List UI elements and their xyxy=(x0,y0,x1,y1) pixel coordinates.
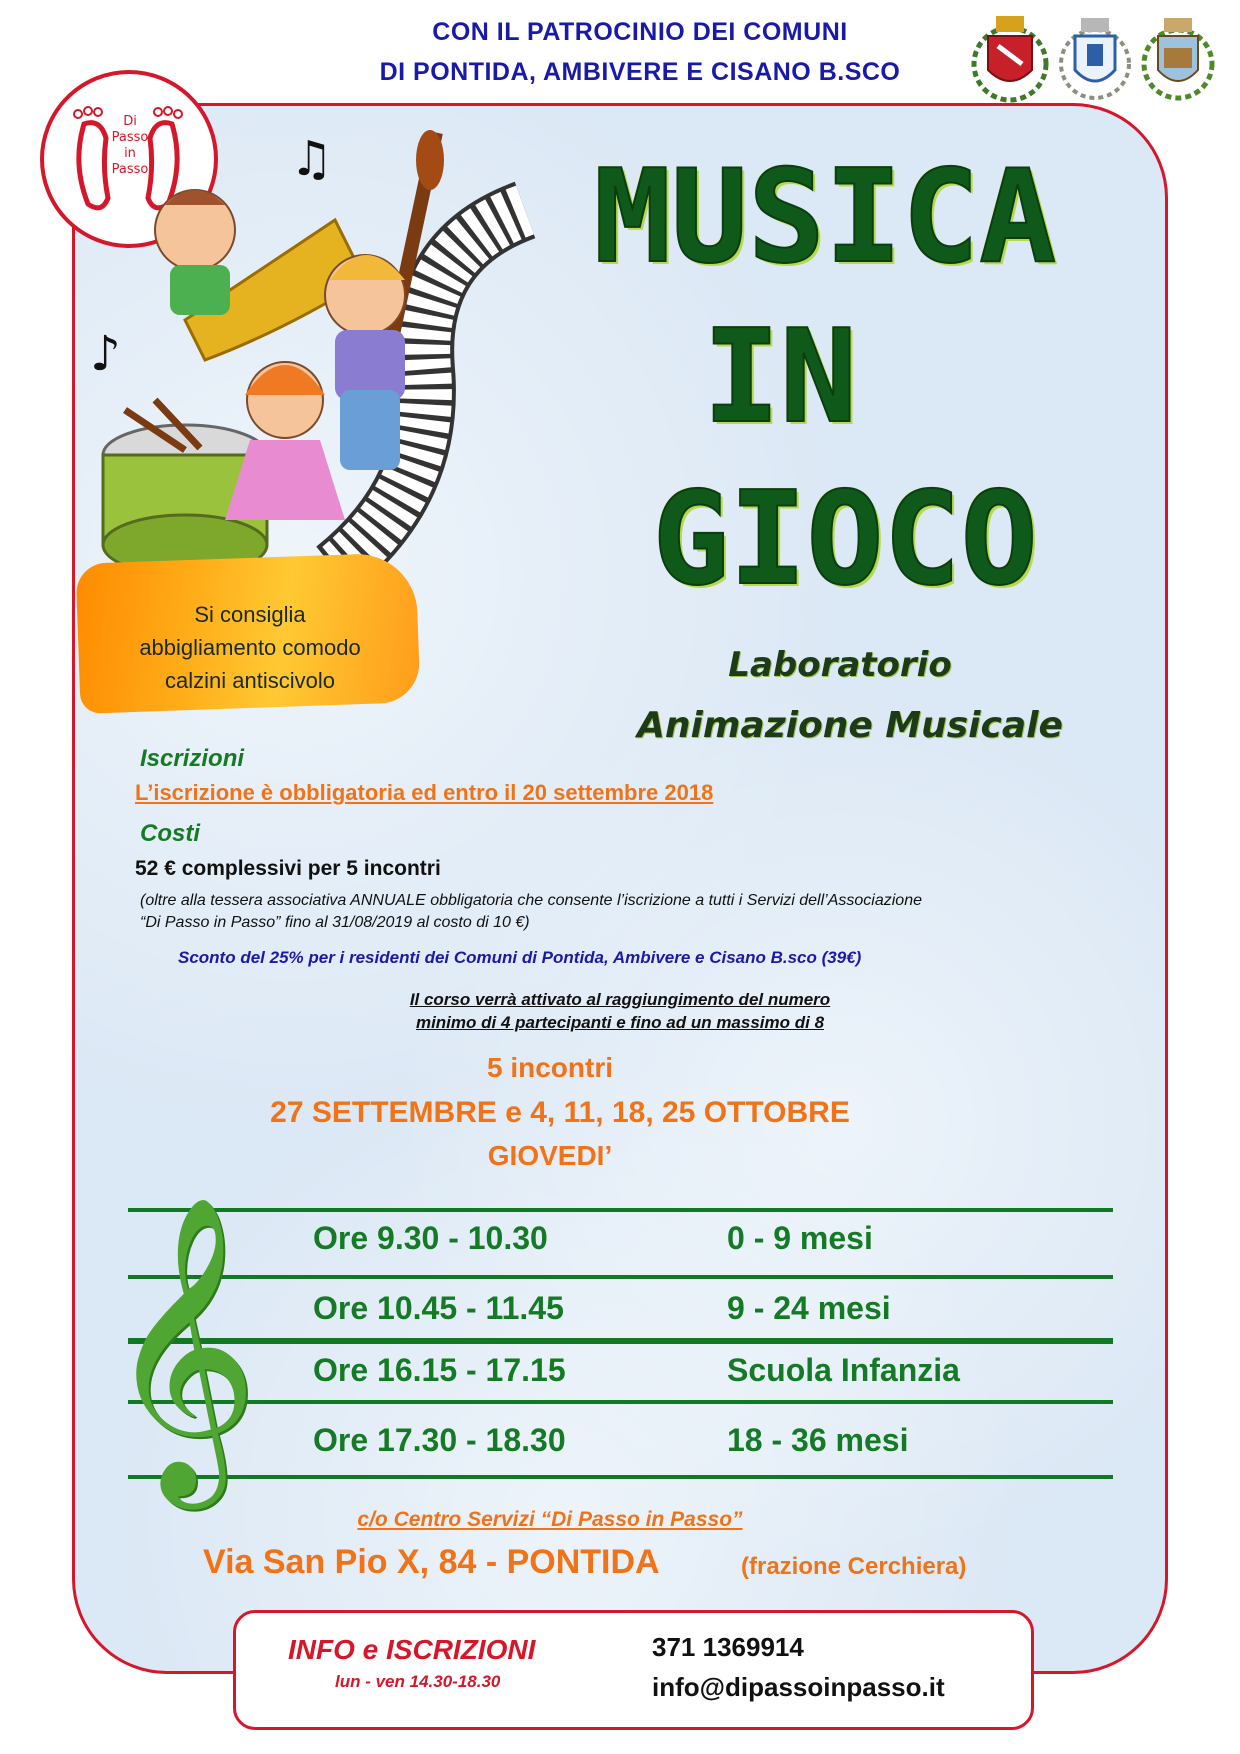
svg-text:♪: ♪ xyxy=(90,326,121,382)
schedule-time-2: Ore 10.45 - 11.45 xyxy=(313,1290,564,1326)
staff-line-1 xyxy=(128,1208,1113,1212)
staff-line-4 xyxy=(128,1400,1113,1404)
info-heading: INFO e ISCRIZIONI xyxy=(288,1634,536,1665)
schedule-time-1: Ore 9.30 - 10.30 xyxy=(313,1220,548,1256)
schedule-age-4: 18 - 36 mesi xyxy=(727,1422,909,1458)
costi-note-line-2: “Di Passo in Passo” fino al 31/08/2019 al costo di 10 €) xyxy=(140,914,530,931)
crest-pontida-icon xyxy=(974,16,1046,100)
title-musica: MUSICA xyxy=(593,143,1057,292)
schedule-time-4: Ore 17.30 - 18.30 xyxy=(313,1422,566,1458)
logo-text-1: Di xyxy=(123,114,137,129)
staff-line-3 xyxy=(128,1338,1113,1344)
iscrizioni-heading: Iscrizioni xyxy=(140,745,245,772)
info-hours: lun - ven 14.30-18.30 xyxy=(335,1672,501,1691)
patronage-line-2: DI PONTIDA, AMBIVERE E CISANO B.SCO xyxy=(379,58,901,86)
advice-text xyxy=(80,598,420,697)
crest-ambivere-icon xyxy=(1061,18,1129,98)
dates-weekday: GIOVEDI’ xyxy=(487,1140,613,1171)
staff-line-2 xyxy=(128,1275,1113,1279)
iscrizioni-text: L’iscrizione è obbligatoria ed entro il 20 settembre 2018 xyxy=(135,780,714,805)
dates-count: 5 incontri xyxy=(486,1052,613,1083)
info-phone[interactable]: 371 1369914 xyxy=(652,1632,804,1662)
logo-text-2: Passo xyxy=(111,130,149,145)
costi-price: 52 € complessivi per 5 incontri xyxy=(135,857,441,880)
advice-line-2: abbigliamento comodo xyxy=(139,635,361,660)
title-in: IN xyxy=(702,303,858,452)
costi-heading: Costi xyxy=(140,820,200,847)
crest-cisano-icon xyxy=(1144,18,1212,98)
costi-note-line-1: (oltre alla tessera associativa ANNUALE obbligatoria che consente l’iscrizione a tutti i Servizi dell’Associazione xyxy=(140,892,922,909)
advice-line-3: calzini antiscivolo xyxy=(165,668,335,693)
logo-text-4: Passo xyxy=(111,162,149,177)
schedule-age-1: 0 - 9 mesi xyxy=(727,1220,873,1256)
activation-line-2: minimo di 4 partecipanti e fino ad un massimo di 8 xyxy=(415,1013,825,1032)
svg-text:♫: ♫ xyxy=(290,131,334,187)
info-box xyxy=(233,1610,1034,1730)
info-email[interactable]: info@dipassoinpasso.it xyxy=(652,1672,945,1702)
logo-text-3: in xyxy=(124,146,136,161)
treble-clef-icon: 𝄞 xyxy=(105,1194,259,1496)
location-district: (frazione Cerchiera) xyxy=(741,1553,967,1580)
schedule-age-3: Scuola Infanzia xyxy=(727,1352,960,1388)
subtitle-animazione: Animazione Musicale xyxy=(637,705,1063,746)
location-center: c/o Centro Servizi “Di Passo in Passo” xyxy=(357,1508,743,1531)
municipal-crests xyxy=(970,6,1220,106)
title-gioco: GIOCO xyxy=(652,465,1038,614)
dates-days: 27 SETTEMBRE e 4, 11, 18, 25 OTTOBRE xyxy=(270,1096,850,1129)
discount-text: Sconto del 25% per i residenti dei Comuni di Pontida, Ambivere e Cisano B.sco (39€) xyxy=(178,948,862,967)
activation-line-1: Il corso verrà attivato al raggiungimento del numero xyxy=(409,990,831,1009)
activation-note xyxy=(200,988,1040,1034)
schedule-time-3: Ore 16.15 - 17.15 xyxy=(313,1352,566,1388)
costi-note xyxy=(140,890,1090,934)
staff-line-5 xyxy=(128,1475,1113,1479)
schedule-age-2: 9 - 24 mesi xyxy=(727,1290,891,1326)
subtitle-laboratorio: Laboratorio xyxy=(728,645,952,685)
patronage-line-1: CON IL PATROCINIO DEI COMUNI xyxy=(432,18,848,46)
children-music-illustration xyxy=(85,110,555,580)
advice-line-1: Si consiglia xyxy=(194,602,306,627)
location-address: Via San Pio X, 84 - PONTIDA xyxy=(203,1543,660,1581)
